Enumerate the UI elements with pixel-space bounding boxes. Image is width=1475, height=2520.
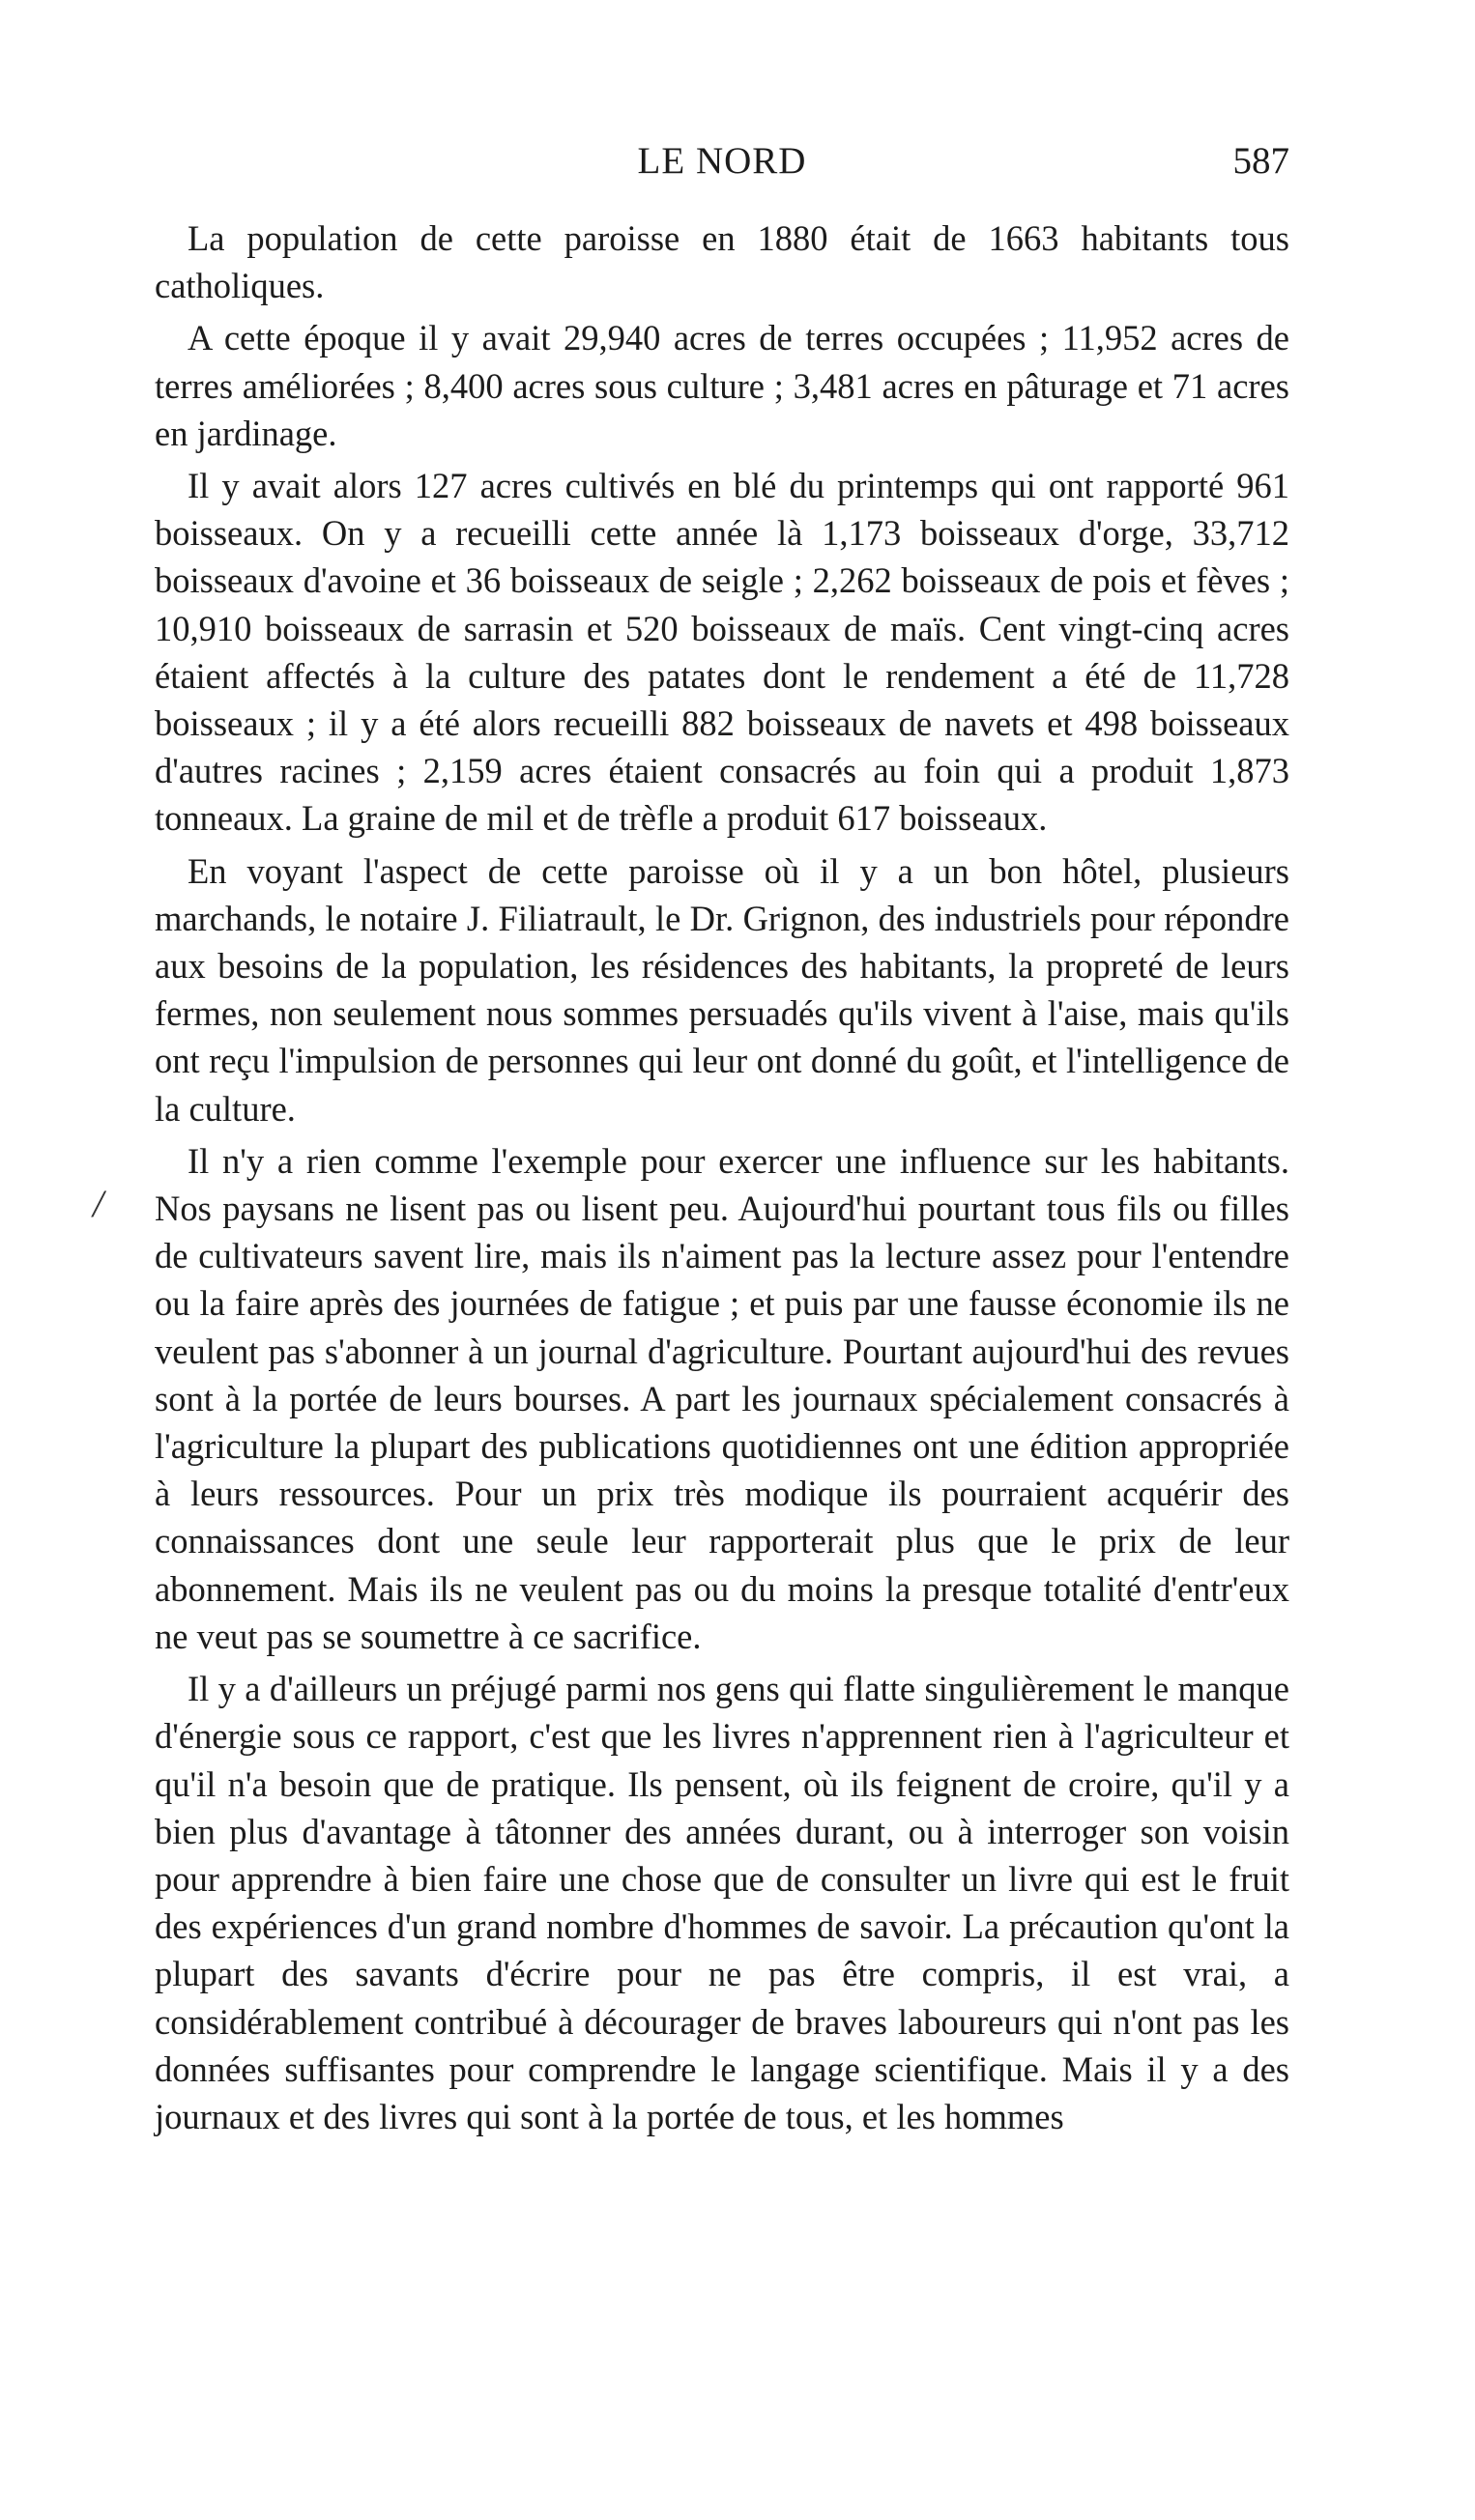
paragraph-example-influence: Il n'y a rien comme l'exemple pour exercer une influence sur les habitants. Nos paysans ne lisent pas ou lisent peu. Aujourd'hui pourtant tous fils ou filles de cultivateurs savent lire, mais ils n'aiment pas la lecture assez pour l'entendre ou la faire après des journées de fatigue ; et puis par une fausse économie ils ne veulent pas s'abonner à un journal d'agriculture. Pourtant aujourd'hui des revues sont à la portée de leurs bourses. A part les journaux spécialement consacrés à l'agriculture la plupart des publications quotidiennes ont une édition appropriée à leurs ressources. Pour un prix très modique ils pourraient acquérir des connaissances dont une seule leur rapporterait plus que le prix de leur abonnement. Mais ils ne veulent pas ou du moins la presque totalité d'entr'eux ne veut pas se soumettre à ce sacrifice. bbox=[155, 1140, 1289, 1656]
paragraph-parish-aspect: En voyant l'aspect de cette paroisse où il y a un bon hôtel, plusieurs marchands, le notaire J. Filiatrault, le Dr. Grignon, des industriels pour répondre aux besoins de la population, les résidences des habitants, la propreté de leurs fermes, non seulement nous sommes persuadés qu'ils vivent à l'aise, mais qu'ils ont reçu l'impulsion de personnes qui leur ont donné du goût, et l'intelligence de la culture. bbox=[155, 850, 1289, 1129]
paragraph-prejudice: Il y a d'ailleurs un préjugé parmi nos gens qui flatte singulièrement le manque d'énergie sous ce rapport, c'est que les livres n'apprennent rien à l'agriculteur et qu'il n'a besoin que de pratique. Ils pensent, où ils feignent de croire, qu'il y a bien plus d'avantage à tâtonner des années durant, ou à interroger son voisin pour apprendre à bien faire une chose que de consulter un livre qui est le fruit des expériences d'un grand nombre d'hommes de savoir. La précaution qu'ont la plupart des savants d'écrire pour ne pas être compris, il est vrai, a considérablement contribué à décourager de braves laboureurs qui n'ont pas les données suffisantes pour comprendre le langage scientifique. Mais il y a des journaux et des livres qui sont à la portée de tous, et les hommes bbox=[155, 1669, 1289, 2136]
page-number: 587 bbox=[1232, 140, 1289, 182]
paragraph-population: La population de cette paroisse en 1880 était de 1663 habitants tous catholiques. bbox=[155, 218, 1289, 306]
body-text bbox=[155, 215, 1289, 2145]
paragraph-acreage: A cette époque il y avait 29,940 acres de terres occupées ; 11,952 acres de terres améliorées ; 8,400 acres sous culture ; 3,481 acres en pâturage et 71 acres en jardinage. bbox=[155, 318, 1289, 453]
running-title: LE NORD bbox=[637, 140, 807, 182]
margin-mark: / bbox=[93, 1182, 104, 1225]
running-header bbox=[155, 139, 1289, 187]
paragraph-harvest: Il y avait alors 127 acres cultivés en blé du printemps qui ont rapporté 961 boisseaux. On y a recueilli cette année là 1,173 boisseaux d'orge, 33,712 boisseaux d'avoine et 36 boisseaux de seigle ; 2,262 boisseaux de pois et fèves ; 10,910 boisseaux de sarrasin et 520 boisseaux de maïs. Cent vingt-cinq acres étaient affectés à la culture des patates dont le rendement a été de 11,728 boisseaux ; il y a été alors recueilli 882 boisseaux de navets et 498 boisseaux d'autres racines ; 2,159 acres étaient consacrés au foin qui a produit 1,873 tonneaux. La graine de mil et de trèfle a produit 617 boisseaux. bbox=[155, 466, 1289, 839]
